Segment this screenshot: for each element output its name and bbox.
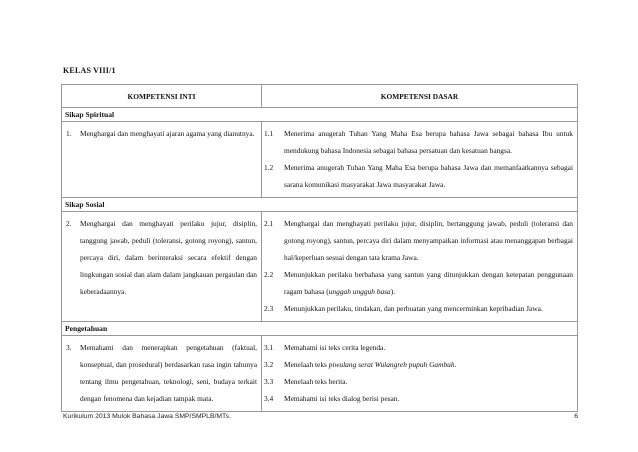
kd-number: 2.3 bbox=[264, 304, 274, 313]
kd-text-part: Menunjukkan perilaku berbahasa yang santun yang ditunjukkan dengan ketepatan penggunaan ragam bahasa ( bbox=[284, 270, 573, 296]
kd-text-part: ). bbox=[390, 287, 396, 296]
section-title-sosial: Sikap Sosial bbox=[62, 198, 578, 212]
kd-item bbox=[264, 300, 573, 317]
kd-item bbox=[264, 356, 573, 373]
footer-text: Kurikulum 2013 Mulok Bahasa Jawa SMP/SMPLB/MTs. bbox=[63, 413, 231, 420]
ki-cell bbox=[62, 336, 262, 412]
kd-text: Memahami isi teks dialog berisi pesan. bbox=[284, 394, 400, 403]
competency-table bbox=[61, 84, 578, 412]
ki-number: 1. bbox=[66, 129, 72, 138]
kd-cell bbox=[262, 122, 578, 198]
kd-item bbox=[264, 125, 573, 159]
section-title-spiritual: Sikap Spiritual bbox=[62, 108, 578, 122]
kd-item bbox=[264, 390, 573, 407]
ki-number: 3. bbox=[66, 343, 72, 352]
ki-text: Memahami dan menerapkan pengetahuan (faktual, konseptual, dan prosedural) berdasarkan rasa ingin tahunya tentang ilmu pengetahuan, teknologi, seni, budaya terkait dengan fenomena dan kejadian tampak mata. bbox=[80, 343, 257, 403]
kd-text: Menelaah teks berita. bbox=[284, 377, 348, 386]
section-title-pengetahuan: Pengetahuan bbox=[62, 322, 578, 336]
kd-text: Menerima anugerah Tuhan Yang Maha Esa berupa bahasa Jawa dan memanfaatkannya sebagai sarana komunikasi masyarakat Jawa masyarakat Jawa. bbox=[284, 163, 573, 189]
ki-text: Menghargai dan menghayati ajaran agama yang dianutnya. bbox=[80, 129, 255, 138]
class-label: KELAS VIII/1 bbox=[63, 66, 116, 75]
kd-item bbox=[264, 373, 573, 390]
kd-item bbox=[264, 215, 573, 266]
page-number: 6 bbox=[574, 413, 578, 420]
kd-text bbox=[284, 356, 573, 373]
kd-text bbox=[284, 266, 573, 300]
ki-cell bbox=[62, 122, 262, 198]
kd-text: Menerima anugerah Tuhan Yang Maha Esa berupa bahasa Jawa sebagai bahasa Ibu untuk mendukung bahasa Indonesia sebagai bahasa persatuan dan kesatuan bangsa. bbox=[284, 129, 573, 155]
kd-item bbox=[264, 266, 573, 300]
kd-text-part: Menelaah teks bbox=[284, 360, 329, 369]
kd-number: 3.1 bbox=[264, 343, 274, 352]
kd-text-part: . bbox=[454, 360, 457, 369]
ki-text: Menghargai dan menghayati perilaku jujur, disiplin, tanggung jawab, peduli (toleransi, gotong royong), santun, percaya diri, dalam berinteraksi secara efektif dengan lingkungan sosial dan alam dalam jangkauan pergaulan dan keberadaannya. bbox=[80, 219, 257, 296]
kd-number: 3.3 bbox=[264, 377, 274, 386]
kd-item bbox=[264, 339, 573, 356]
kd-number: 2.2 bbox=[264, 270, 274, 279]
ki-cell bbox=[62, 212, 262, 322]
kd-cell bbox=[262, 212, 578, 322]
header-kompetensi-dasar: KOMPETENSI DASAR bbox=[262, 85, 578, 108]
kd-number: 1.2 bbox=[264, 163, 274, 172]
kd-text: Memahami isi teks cerita legenda. bbox=[284, 343, 386, 352]
ki-number: 2. bbox=[66, 219, 72, 228]
kd-text: Menunjukkan perilaku, tindakan, dan perbuatan yang mencerminkan kepribadian Jawa. bbox=[284, 304, 543, 313]
kd-text: Menghargai dan menghayati perilaku jujur, disiplin, bertanggung jawab, peduli (toleransi dan gotong royong), santun, percaya diri dalam menyampaikan informasi atau menanggapan berbagai hal/keperluan sesuai dengan tata krama Jawa. bbox=[284, 219, 573, 262]
kd-text-italic: unggah ungguh basa bbox=[328, 287, 391, 296]
kd-number: 2.1 bbox=[264, 219, 274, 228]
kd-number: 1.1 bbox=[264, 129, 274, 138]
page-footer bbox=[63, 413, 578, 420]
header-kompetensi-inti: KOMPETENSI INTI bbox=[62, 85, 262, 108]
kd-cell bbox=[262, 336, 578, 412]
kd-text-italic: piwulang serat Wulangreh pupuh Gambuh bbox=[328, 360, 455, 369]
kd-number: 3.4 bbox=[264, 394, 274, 403]
kd-item bbox=[264, 159, 573, 193]
kd-number: 3.2 bbox=[264, 360, 274, 369]
